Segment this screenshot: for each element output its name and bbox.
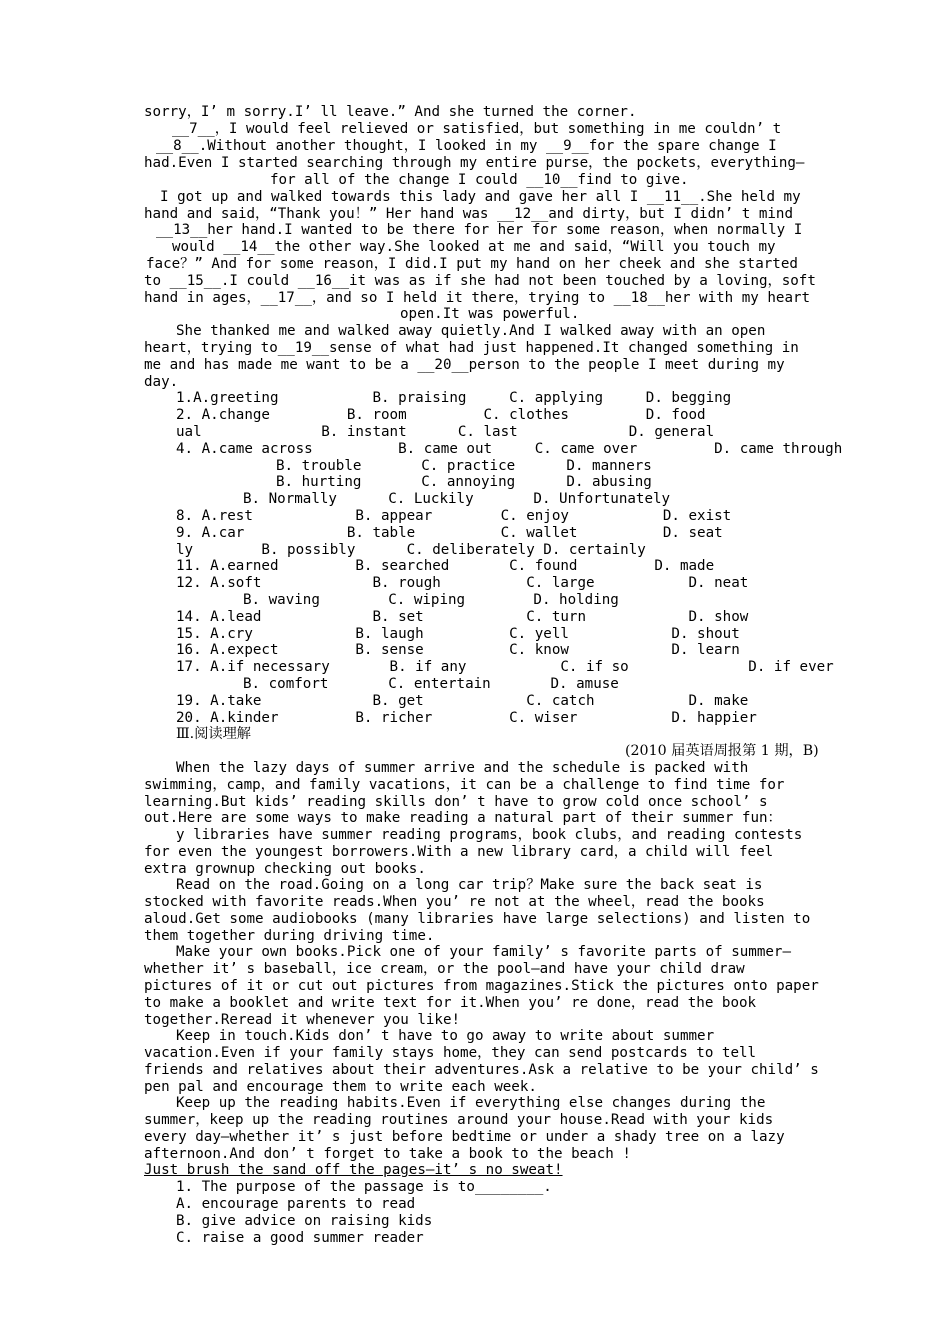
passage-line: swimming，camp，and family vacations，it can be a challenge to find time for <box>144 777 785 793</box>
passage-line: extra grownup checking out books. <box>144 861 426 877</box>
option-row: 16. A.expect B. sense C. know D. learn <box>176 642 740 658</box>
question-stem: 1. The purpose of the passage is to________. <box>176 1179 552 1195</box>
story-line: hand in ages，__17__，and so I held it there，trying to __18__her with my heart <box>144 290 811 306</box>
option-row: 20. A.kinder B. richer C. wiser D. happier <box>176 710 757 726</box>
passage-line: out.Here are some ways to make reading a natural part of their summer fun： <box>144 810 782 826</box>
option-row: B. Normally C. Luckily D. Unfortunately <box>243 491 671 507</box>
story-line: to __15__.I could __16__it was as if she had not been touched by a loving，soft <box>144 273 816 289</box>
passage-line: together.Reread it whenever you like! <box>144 1012 461 1028</box>
passage-line: stocked with favorite reads.When you’ re not at the wheel，read the books <box>144 894 765 910</box>
answer-choice: A. encourage parents to read <box>176 1196 416 1212</box>
option-row: 4. A.came across B. came out C. came over D. came through <box>176 441 843 457</box>
passage-line: aloud.Get some audiobooks (many libraries have large selections) and listen to <box>144 911 811 927</box>
passage-line: Read on the road.Going on a long car trip？Make sure the back seat is <box>176 877 763 893</box>
passage-line: afternoon.And don’ t forget to take a book to the beach ! <box>144 1146 631 1162</box>
passage-line: vacation.Even if your family stays home，they can send postcards to tell <box>144 1045 757 1061</box>
story-line: me and has made me want to be a __20__person to the people I meet during my <box>144 357 785 373</box>
passage-line: friends and relatives about their adventures.Ask a relative to be your child’ s <box>144 1062 819 1078</box>
section-heading: Ⅲ.阅读理解 <box>176 726 251 742</box>
option-row: 1.A.greeting B. praising C. applying D. begging <box>176 390 732 406</box>
passage-line: to make a booklet and write text for it.When you’ re done，read the book <box>144 995 757 1011</box>
passage-line: When the lazy days of summer arrive and the schedule is packed with <box>176 760 749 776</box>
story-line: had.Even I started searching through my entire purse，the pockets，everything— <box>144 155 805 171</box>
passage-line: y libraries have summer reading programs，book clubs，and reading contests <box>176 827 803 843</box>
option-row: 15. A.cry B. laugh C. yell D. shout <box>176 626 740 642</box>
answer-choice: B. give advice on raising kids <box>176 1213 433 1229</box>
option-row: 11. A.earned B. searched C. found D. made <box>176 558 715 574</box>
passage-line: pictures of it or cut out pictures from magazines.Stick the pictures onto paper <box>144 978 819 994</box>
story-line: sorry，I’ m sorry.I’ ll leave.” And she turned the corner. <box>144 104 637 120</box>
option-row: ly B. possibly C. deliberately D. certainly <box>176 542 646 558</box>
answer-choice: C. raise a good summer reader <box>176 1230 424 1246</box>
story-line: day. <box>144 374 179 390</box>
story-line: face？” And for some reason，I did.I put my hand on her cheek and she started <box>146 256 798 272</box>
passage-line: for even the youngest borrowers.With a new library card，a child will feel <box>144 844 774 860</box>
passage-line: Keep up the reading habits.Even if everything else changes during the <box>176 1095 766 1111</box>
source-note: (2010 届英语周报第 1 期，B) <box>625 743 819 759</box>
story-line: would __14__the other way.She looked at me and said，“Will you touch my <box>172 239 776 255</box>
passage-line: whether it’ s baseball，ice cream，or the pool—and have your child draw <box>144 961 745 977</box>
option-row: 8. A.rest B. appear C. enjoy D. exist <box>176 508 732 524</box>
option-row: ual B. instant C. last D. general <box>176 424 715 440</box>
story-line: __8__.Without another thought，I looked in my __9__for the spare change I <box>156 138 777 154</box>
option-row: 19. A.take B. get C. catch D. make <box>176 693 749 709</box>
option-row: B. waving C. wiping D. holding <box>243 592 619 608</box>
passage-line: Keep in touch.Kids don’ t have to go away to write about summer <box>176 1028 715 1044</box>
passage-line: pen pal and encourage them to write each week. <box>144 1079 537 1095</box>
option-row: B. comfort C. entertain D. amuse <box>243 676 619 692</box>
story-line: hand and said，“Thank you！” Her hand was __12__and dirty，but I didn’ t mind <box>144 206 794 222</box>
story-line: for all of the change I could __10__find to give. <box>270 172 689 188</box>
story-line: I got up and walked towards this lady and gave her all I __11__.She held my <box>160 189 801 205</box>
story-line: heart，trying to__19__sense of what had just happened.It changed something in <box>144 340 799 356</box>
story-line: __7__，I would feel relieved or satisfied，but something in me couldn’ t <box>172 121 782 137</box>
passage-line: summer，keep up the reading routines around your house.Read with your kids <box>144 1112 774 1128</box>
option-row: B. trouble C. practice D. manners <box>276 458 652 474</box>
option-row: 17. A.if necessary B. if any C. if so D. if ever <box>176 659 834 675</box>
option-row: 9. A.car B. table C. wallet D. seat <box>176 525 723 541</box>
story-line: open.It was powerful. <box>400 306 580 322</box>
passage-line: learning.But kids’ reading skills don’ t have to grow cold once school’ s <box>144 794 768 810</box>
passage-line: Make your own books.Pick one of your family’ s favorite parts of summer— <box>176 944 791 960</box>
passage-line-underlined: Just brush the sand off the pages—it’ s no sweat! <box>144 1162 563 1178</box>
story-line: She thanked me and walked away quietly.And I walked away with an open <box>176 323 766 339</box>
story-line: __13__her hand.I wanted to be there for her for some reason，when normally I <box>156 222 803 238</box>
option-row: B. hurting C. annoying D. abusing <box>276 474 652 490</box>
option-row: 2. A.change B. room C. clothes D. food <box>176 407 706 423</box>
option-row: 12. A.soft B. rough C. large D. neat <box>176 575 749 591</box>
option-row: 14. A.lead B. set C. turn D. show <box>176 609 749 625</box>
passage-line: every day—whether it’ s just before bedtime or under a shady tree on a lazy <box>144 1129 785 1145</box>
passage-line: them together during driving time. <box>144 928 435 944</box>
